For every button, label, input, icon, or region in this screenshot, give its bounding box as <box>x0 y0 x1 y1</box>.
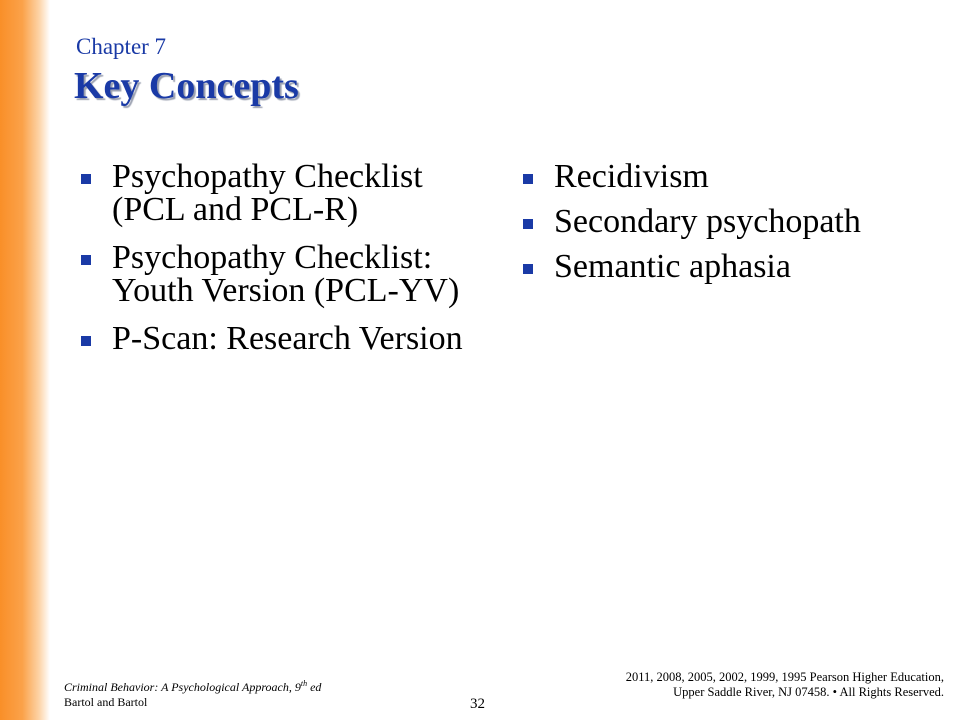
copyright-line-1: 2011, 2008, 2005, 2002, 1999, 1995 Pearson Higher Education, <box>625 670 944 684</box>
orange-sidebar <box>0 0 50 720</box>
square-bullet-icon <box>81 336 91 346</box>
list-item-text: Recidivism <box>554 158 709 195</box>
list-item <box>520 250 940 283</box>
list-item <box>78 322 468 355</box>
list-item-text: Semantic aphasia <box>554 248 791 285</box>
right-bullet-list <box>520 160 940 295</box>
footer-book-info <box>64 676 321 710</box>
list-item <box>520 205 940 238</box>
list-item <box>520 160 940 193</box>
square-bullet-icon <box>81 255 91 265</box>
list-item-text: P-Scan: Research Version <box>112 320 463 357</box>
list-item-text: Psychopathy Checklist: Youth Version (PCL-YV) <box>112 239 460 309</box>
copyright-notice <box>626 670 944 700</box>
square-bullet-icon <box>523 174 533 184</box>
square-bullet-icon <box>523 264 533 274</box>
book-title: Criminal Behavior: A Psychological Approach, 9th ed <box>64 679 322 694</box>
list-item <box>78 160 468 226</box>
left-bullet-list <box>78 160 468 370</box>
chapter-label: Chapter 7 <box>76 34 167 59</box>
square-bullet-icon <box>523 219 533 229</box>
copyright-line-2: Upper Saddle River, NJ 07458. • All Rights Reserved. <box>673 685 944 699</box>
book-authors: Bartol and Bartol <box>64 695 148 709</box>
page-number: 32 <box>470 696 485 712</box>
list-item <box>78 241 468 307</box>
list-item-text: Secondary psychopath <box>554 203 861 240</box>
slide-title: Key Concepts <box>74 65 299 107</box>
list-item-text: Psychopathy Checklist (PCL and PCL-R) <box>112 158 423 228</box>
square-bullet-icon <box>81 174 91 184</box>
